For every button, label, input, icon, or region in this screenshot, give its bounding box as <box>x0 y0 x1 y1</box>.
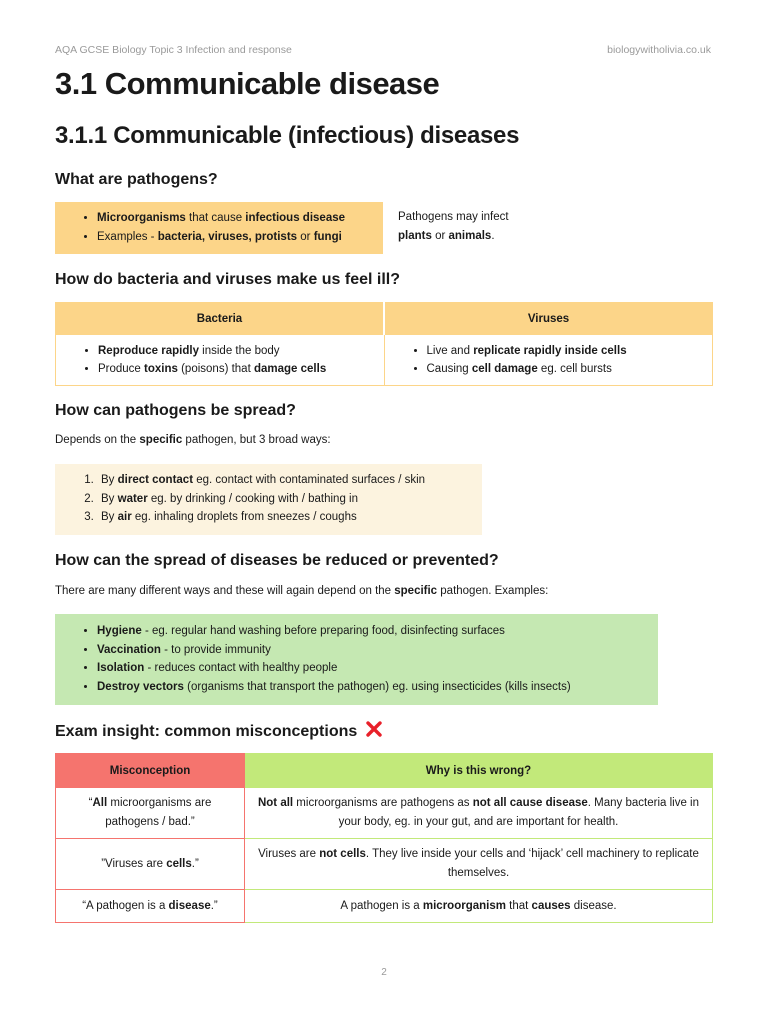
misconception-cell: “All microorganisms are pathogens / bad.” <box>56 788 245 839</box>
viruses-cell <box>384 335 713 386</box>
list-item: • Examples - bacteria, viruses, protists or fungi <box>97 228 383 247</box>
list-item: • Microorganisms that cause infectious disease <box>97 209 383 228</box>
ill-heading: How do bacteria and viruses make us feel ill? <box>55 271 401 288</box>
list-item: • Produce toxins (poisons) that damage cells <box>98 360 384 379</box>
viruses-column-header: Viruses <box>384 303 713 335</box>
table-row <box>56 839 713 890</box>
page-number: 2 <box>381 967 387 978</box>
bacteria-column-header: Bacteria <box>56 303 385 335</box>
list-item: • Reproduce rapidly inside the body <box>98 342 384 361</box>
explanation-cell: A pathogen is a microorganism that causes disease. <box>245 890 713 923</box>
list-item: 3. By air eg. inhaling droplets from sneezes / coughs <box>97 508 482 527</box>
page-title: 3.1 Communicable disease <box>55 66 440 101</box>
page-header <box>55 44 711 58</box>
bacteria-cell <box>56 335 385 386</box>
table-header-row <box>56 754 713 788</box>
spread-intro: Depends on the specific pathogen, but 3 broad ways: <box>55 434 331 446</box>
explanation-cell: Viruses are not cells. They live inside your cells and ‘hijack’ cell machinery to replicate themselves. <box>245 839 713 890</box>
prevent-heading: How can the spread of diseases be reduced or prevented? <box>55 552 499 569</box>
exam-insight-heading: Exam insight: common misconceptions <box>55 720 383 743</box>
list-item: 2. By water eg. by drinking / cooking with / bathing in <box>97 490 482 509</box>
list-item: • Destroy vectors (organisms that transport the pathogen) eg. using insecticides (kills insects) <box>97 678 658 697</box>
misconception-cell: “A pathogen is a disease.” <box>56 890 245 923</box>
pathogens-list <box>55 209 383 246</box>
prevention-list <box>55 622 658 696</box>
pathogens-heading: What are pathogens? <box>55 171 218 188</box>
pathogens-note: Pathogens may infect plants or animals. <box>398 211 509 242</box>
list-item: 1. By direct contact eg. contact with contaminated surfaces / skin <box>97 471 482 490</box>
bacteria-viruses-table <box>55 302 713 386</box>
table-row <box>56 890 713 923</box>
prevention-box <box>55 614 658 705</box>
why-wrong-column-header: Why is this wrong? <box>245 754 713 788</box>
spread-ways-box <box>55 464 482 535</box>
misconception-cell: ”Viruses are cells.” <box>56 839 245 890</box>
spread-ways-list <box>55 471 482 527</box>
cross-mark-icon <box>365 720 383 743</box>
list-item: • Live and replicate rapidly inside cells <box>427 342 713 361</box>
misconceptions-table <box>55 753 713 923</box>
list-item: • Hygiene - eg. regular hand washing before preparing food, disinfecting surfaces <box>97 622 658 641</box>
header-website[interactable]: biologywitholivia.co.uk <box>607 44 711 56</box>
list-item: • Causing cell damage eg. cell bursts <box>427 360 713 379</box>
pathogens-definition-box <box>55 202 383 254</box>
section-title: 3.1.1 Communicable (infectious) diseases <box>55 122 520 149</box>
header-course-title: AQA GCSE Biology Topic 3 Infection and response <box>55 44 292 56</box>
misconception-column-header: Misconception <box>56 754 245 788</box>
table-row <box>56 788 713 839</box>
explanation-cell: Not all microorganisms are pathogens as not all cause disease. Many bacteria live in your body, eg. in your gut, and are important for health. <box>245 788 713 839</box>
spread-heading: How can pathogens be spread? <box>55 402 296 419</box>
list-item: • Isolation - reduces contact with healthy people <box>97 659 658 678</box>
table-row <box>56 335 713 386</box>
prevent-intro: There are many different ways and these will again depend on the specific pathogen. Examples: <box>55 585 549 597</box>
table-header-row <box>56 303 713 335</box>
list-item: • Vaccination - to provide immunity <box>97 641 658 660</box>
